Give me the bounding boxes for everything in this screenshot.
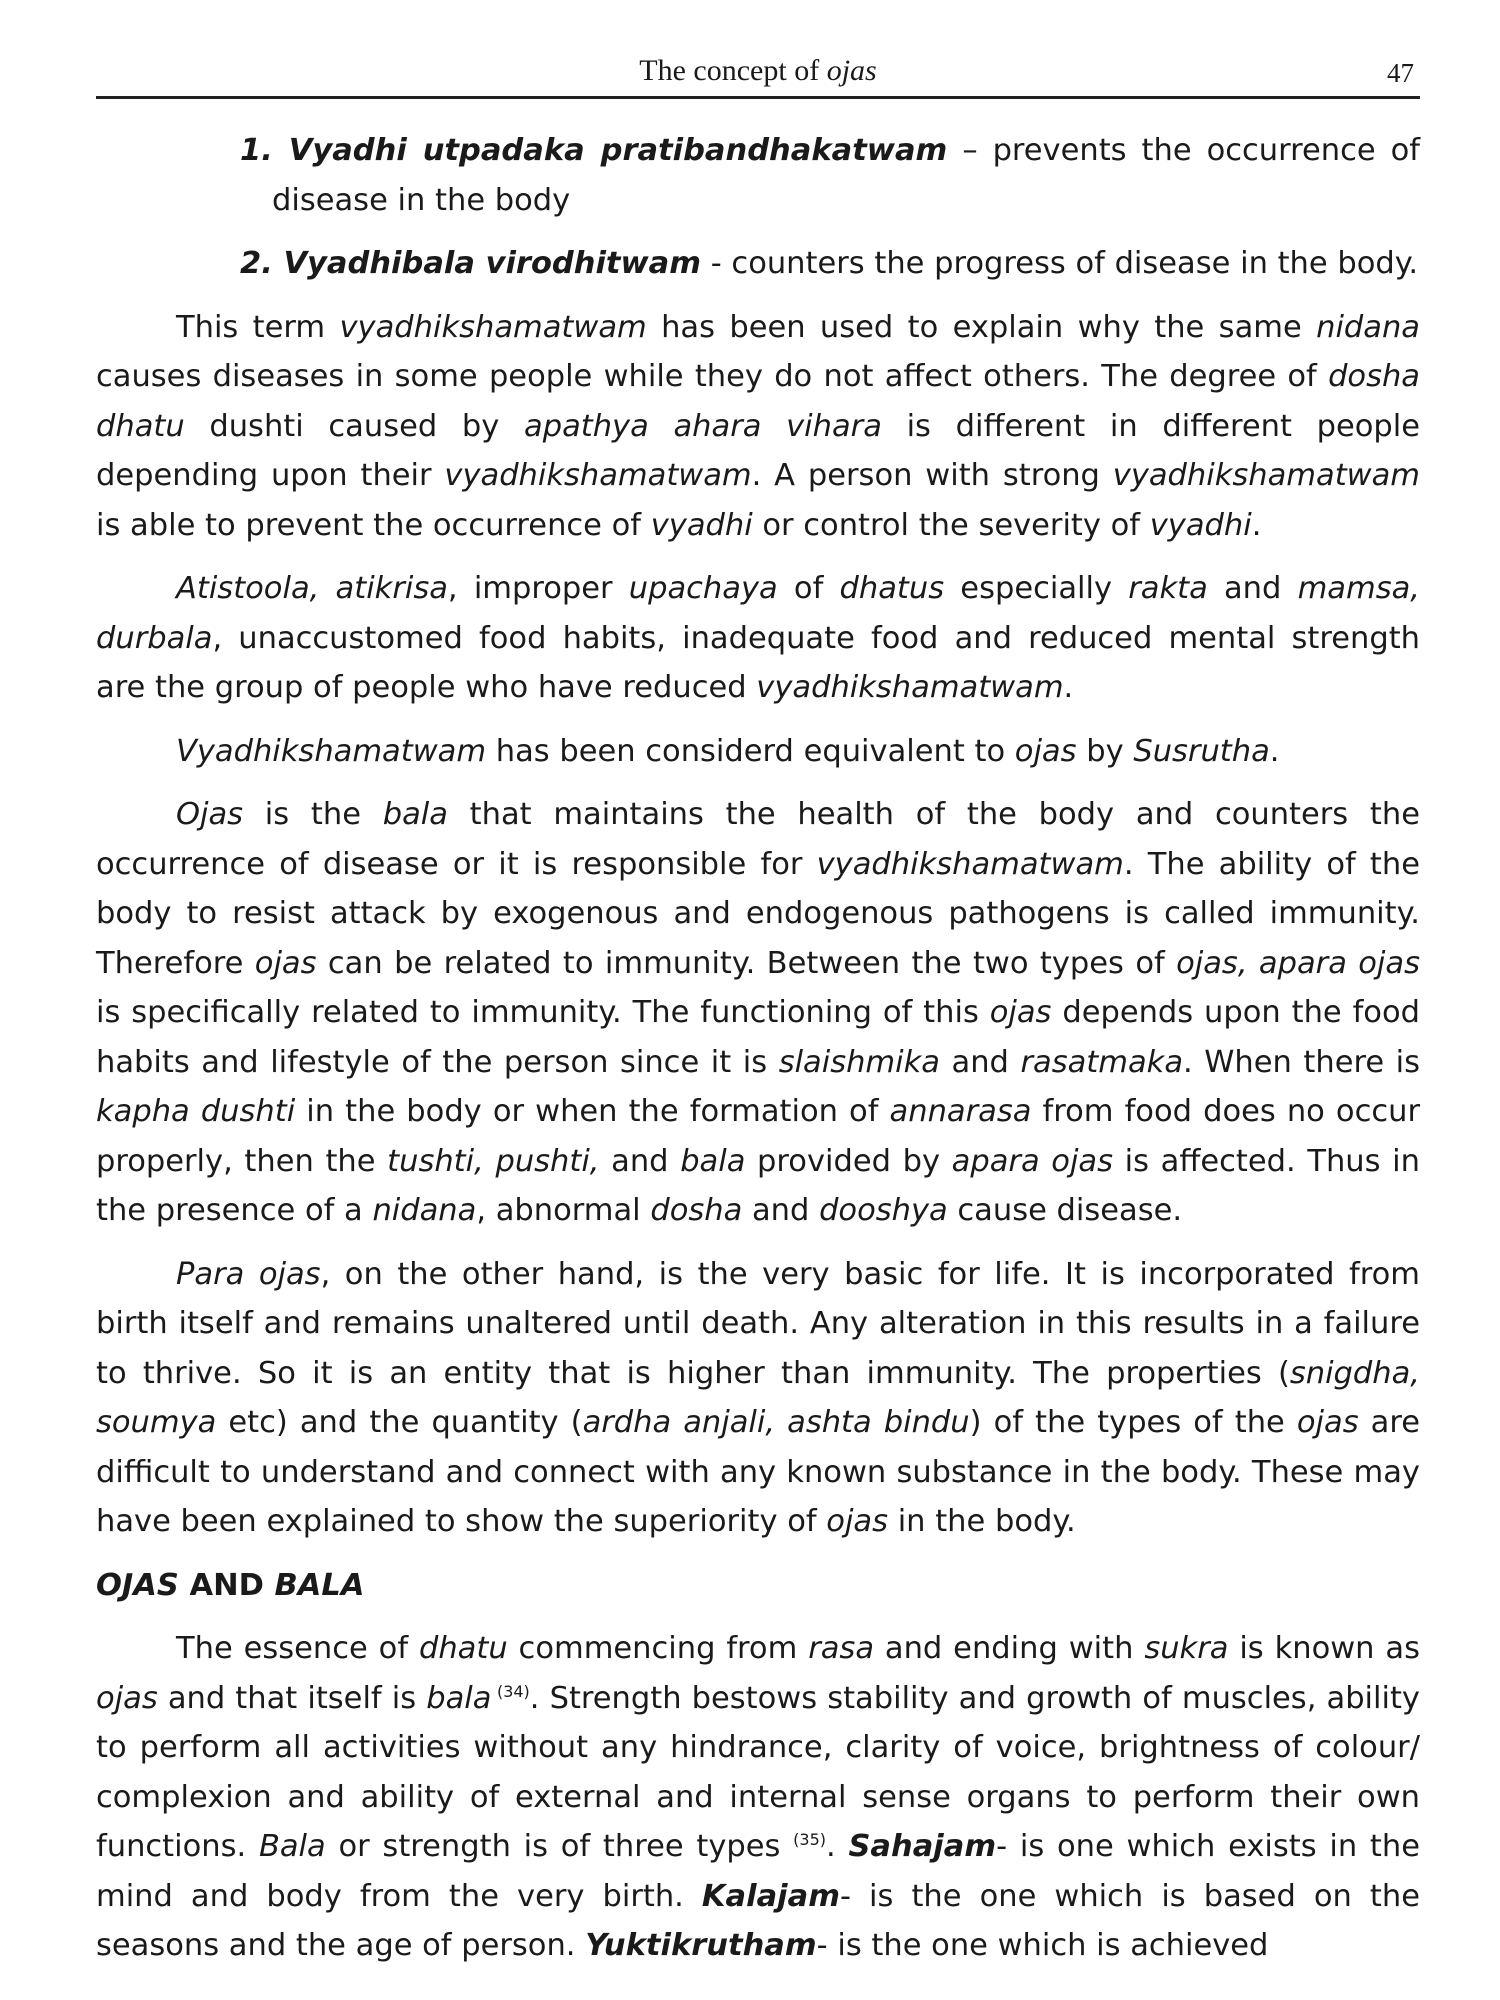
heading-text: AND [178, 1567, 275, 1603]
bold-term: Sahajam [848, 1829, 997, 1864]
text-run: commencing from [507, 1631, 809, 1666]
italic-term: vyadhikshamatwam [1112, 458, 1420, 493]
italic-term: ojas [254, 945, 317, 981]
italic-term: vyadhi [1149, 507, 1252, 543]
italic-term: dhatu [418, 1631, 508, 1666]
text-run: are difficult to understand and connect with any known substance in the body. These may have been explained to show the superiority of [96, 1405, 1420, 1539]
text-run: dushti caused by [184, 408, 525, 444]
text-run: causes diseases in some people while they do not affect others. The degree of [96, 359, 1329, 394]
text-run: , on the other hand, is the very basic for life. It is incorporated from birth itself and remains unaltered until death. Any alteration in this results in a failure to thrive. So it is an entity that is higher than immunity. The properties ( [96, 1256, 1420, 1391]
text-run: of [777, 571, 840, 606]
text-run: . When there is [1183, 1044, 1421, 1080]
italic-term: nidana [372, 1193, 477, 1228]
italic-term: vyadhikshamatwam [339, 309, 647, 345]
text-run: has been considerd equivalent to [486, 733, 1015, 769]
text-run: , unaccustomed food habits, inadequate food and reduced mental strength are the group of people who have reduced [96, 620, 1420, 705]
heading-italic: BALA [274, 1567, 365, 1603]
text-run: . Strength bestows stability and growth of muscles, ability to perform all activities without any hindrance, clarity of voice, brightness of colour/ complexion and ability of external and internal sense organs to perform their own functions. [96, 1680, 1420, 1864]
italic-term: bala [680, 1143, 746, 1179]
text-run: is known as [1228, 1631, 1420, 1666]
text-run: can be related to immunity. Between the two types of [316, 945, 1177, 981]
italic-term: rasatmaka [1020, 1044, 1184, 1080]
italic-term: sukra [1144, 1631, 1229, 1666]
text-run: has been used to explain why the same [646, 309, 1317, 345]
italic-term: ojas [1296, 1405, 1359, 1440]
running-title-text: The concept of [639, 54, 827, 87]
italic-term: Bala [258, 1829, 326, 1864]
text-run: - is one which exists in the mind and body from the very birth. [96, 1829, 1420, 1914]
section-heading [96, 1561, 1420, 1611]
text-run: especially [944, 571, 1129, 606]
text-run: . [1063, 670, 1074, 705]
page-body [96, 126, 1420, 1985]
list-item [96, 239, 1420, 289]
italic-term: upachaya [628, 571, 778, 606]
italic-term: vyadhikshamatwam [816, 846, 1124, 882]
italic-term: Susrutha [1133, 733, 1270, 769]
italic-term: Atistoola, atikrisa [176, 571, 448, 606]
text-run: is able to prevent the occurrence of [96, 507, 651, 543]
page-number: 47 [1387, 58, 1414, 88]
text-run: and [939, 1044, 1021, 1080]
text-run: is specifically related to immunity. The functioning of this [96, 995, 990, 1030]
italic-term: bala [382, 797, 448, 832]
text-run: The essence of [176, 1631, 419, 1666]
text-run: cause disease. [947, 1193, 1183, 1228]
running-title-italic: ojas [826, 54, 877, 87]
italic-term: dooshya [819, 1193, 948, 1228]
text-run: by [1076, 733, 1134, 769]
italic-term: Para ojas [176, 1256, 321, 1292]
italic-term: dosha dhatu [96, 359, 1420, 444]
text-run: or control the severity of [752, 507, 1150, 543]
text-run: . A person with strong [751, 458, 1113, 493]
italic-term: nidana [1316, 309, 1420, 345]
text-run: from food does no occur properly, then the [96, 1094, 1420, 1179]
paragraph-vyadhikshamatwam [96, 303, 1420, 551]
text-run: and [1207, 571, 1298, 606]
italic-term: dosha [650, 1193, 743, 1228]
text-run: etc) and the quantity ( [216, 1405, 583, 1440]
italic-term: vyadhikshamatwam [756, 670, 1064, 705]
text-run: is different in different people depending upon their [96, 408, 1420, 493]
text-run: or strength is of three types [325, 1829, 794, 1864]
paragraph-susrutha [96, 727, 1420, 777]
italic-term: ardha anjali, ashta bindu [582, 1405, 970, 1440]
text-run: is affected. Thus in the presence of a [96, 1143, 1420, 1228]
text-run: is the [243, 797, 383, 832]
italic-term: vyadhikshamatwam [444, 458, 752, 493]
text-run: in the body or when the formation of [295, 1094, 890, 1129]
text-run: and ending with [874, 1631, 1145, 1666]
italic-term: apathya ahara vihara [524, 408, 882, 444]
italic-term: mamsa, durbala [96, 571, 1420, 656]
bold-term: Kalajam [701, 1878, 840, 1914]
italic-term: annarasa [889, 1094, 1032, 1129]
italic-term: Vyadhikshamatwam [176, 733, 487, 769]
text-run: - is the one which is achieved [816, 1928, 1269, 1963]
italic-term: apara ojas [951, 1143, 1114, 1179]
bold-term: Yuktikrutham [585, 1928, 817, 1963]
paragraph-ojas-bala [96, 1624, 1420, 1971]
italic-term: tushti, pushti, [387, 1143, 600, 1179]
text-run: provided by [745, 1143, 952, 1179]
italic-term: Ojas [176, 797, 244, 832]
italic-term: ojas [1014, 733, 1077, 769]
italic-term: ojas [96, 1680, 158, 1716]
italic-term: ojas, apara ojas [1176, 945, 1420, 981]
text-run: - is the one which is based on the seasons and the age of person. [96, 1878, 1420, 1963]
text-run: . The ability of the body to resist attack by exogenous and endogenous pathogens is called immunity. Therefore [96, 846, 1420, 981]
heading-italic: OJAS [96, 1567, 179, 1603]
text-run: , abnormal [476, 1193, 651, 1228]
italic-term: bala [426, 1680, 492, 1716]
text-run: and [742, 1193, 820, 1228]
running-title [96, 54, 1420, 88]
text-run: and [599, 1143, 681, 1179]
paragraph-ojas-immunity [96, 790, 1420, 1236]
list-item [96, 126, 1420, 225]
text-run: This term [176, 309, 340, 345]
text-run: . [826, 1829, 849, 1864]
text-run: and that itself is [157, 1680, 427, 1716]
text-run: in the body. [888, 1504, 1076, 1539]
list-text: - counters the progress of disease in the body. [701, 246, 1419, 281]
list-number: 1. [240, 133, 273, 168]
italic-term: kapha dushti [96, 1094, 296, 1129]
text-run: , improper [447, 571, 629, 606]
text-run: that maintains the health of the body and counters the occurrence of disease or it is responsible for [96, 797, 1420, 882]
list-term: Vyadhibala virodhitwam [283, 246, 702, 281]
italic-term: snigdha, soumya [96, 1355, 1420, 1440]
italic-term: rakta [1128, 571, 1208, 606]
list-number: 2. [240, 246, 273, 281]
paragraph-reduced-groups [96, 564, 1420, 713]
italic-term: ojas [989, 995, 1052, 1030]
text-run: ) of the types of the [969, 1405, 1297, 1440]
italic-term: rasa [808, 1631, 875, 1666]
paragraph-para-ojas [96, 1250, 1420, 1547]
citation-superscript: (34) [491, 1681, 530, 1701]
italic-term: slaishmika [778, 1044, 940, 1080]
italic-term: vyadhi [650, 507, 753, 543]
italic-term: dhatus [839, 571, 945, 606]
text-run: . [1251, 507, 1262, 543]
running-header [96, 52, 1420, 99]
list-term: Vyadhi utpadaka pratibandhakatwam [288, 133, 948, 168]
text-run: depends upon the food habits and lifestyle of the person since it is [96, 995, 1420, 1080]
text-run: . [1269, 733, 1280, 769]
list-text: – prevents the occurrence of disease in the body [272, 133, 1420, 218]
citation-superscript: (35) [793, 1829, 826, 1849]
italic-term: ojas [826, 1504, 889, 1539]
